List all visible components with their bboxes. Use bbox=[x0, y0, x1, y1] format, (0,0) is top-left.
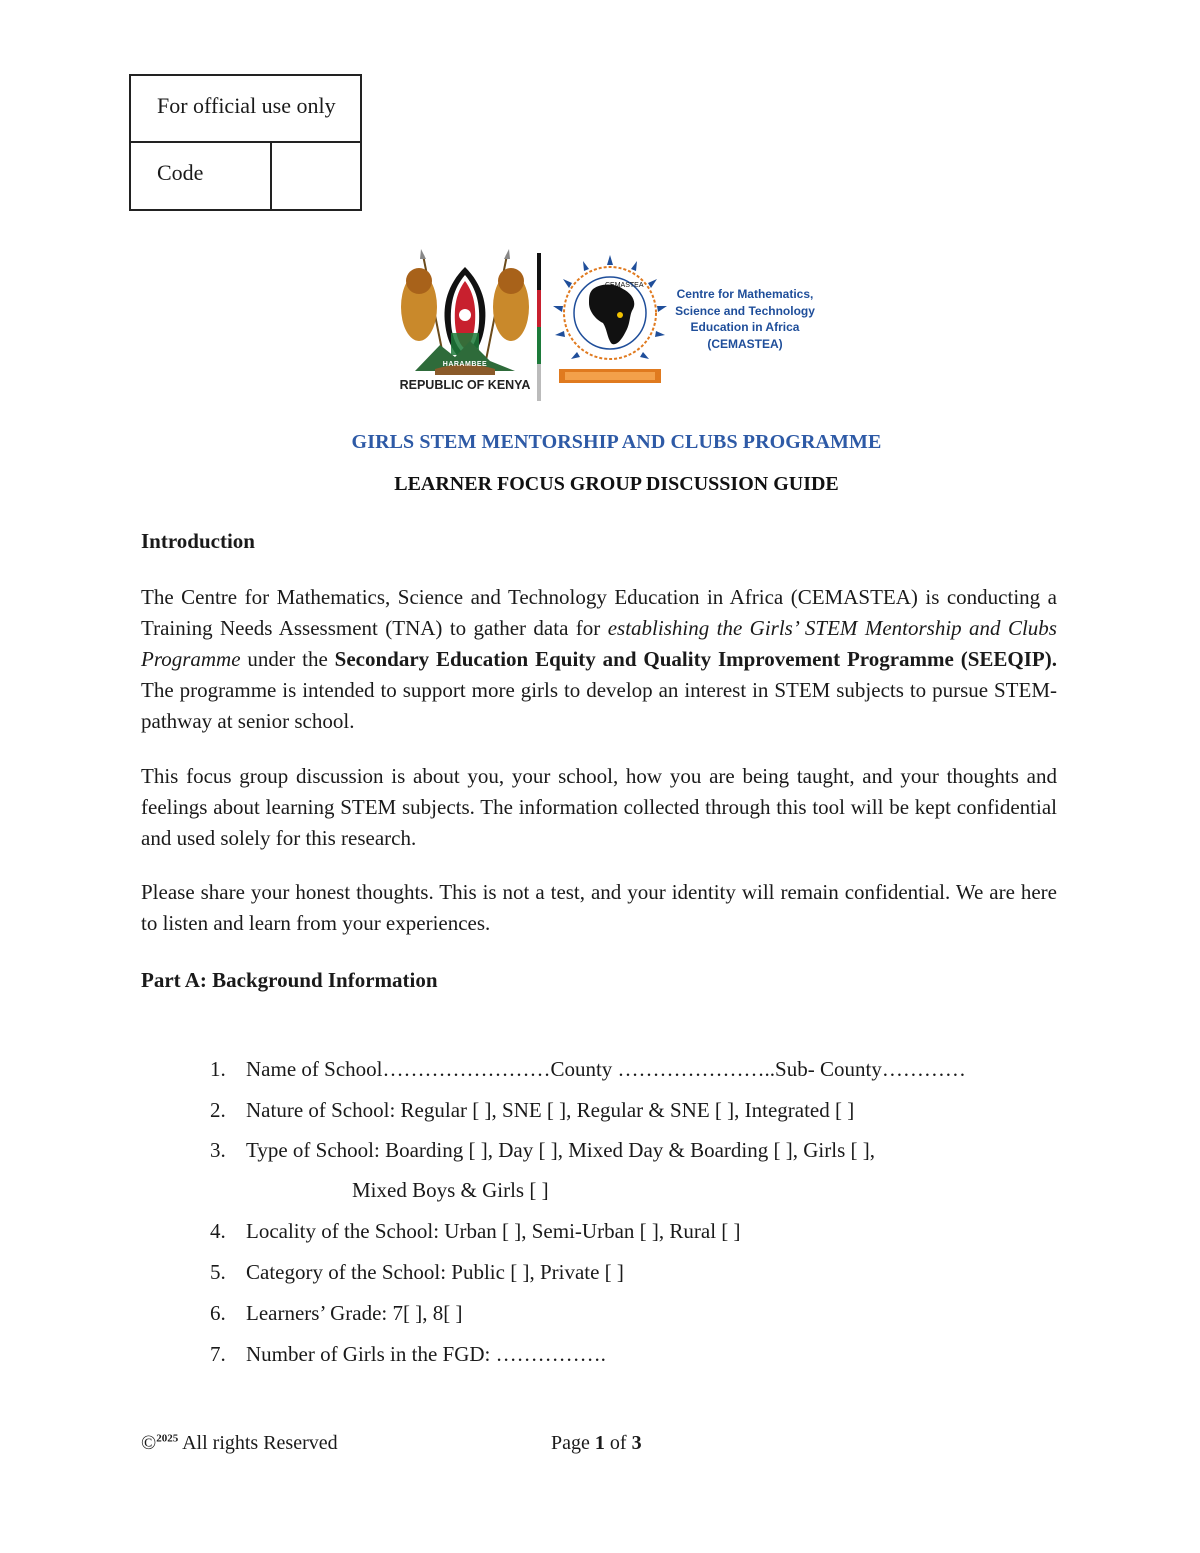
page-label: Page bbox=[551, 1432, 595, 1454]
guide-title: LEARNER FOCUS GROUP DISCUSSION GUIDE bbox=[394, 473, 839, 495]
footer-page-number bbox=[551, 1432, 642, 1455]
code-label-cell bbox=[131, 143, 272, 209]
intro-paragraph-2: This focus group discussion is about you, your school, how you are being taught, and your thoughts and feelings about learning STEM subjects. The information collected through this tool will be kept confidential and used solely for this research. bbox=[141, 764, 1057, 850]
intro-paragraph-1 bbox=[141, 582, 1057, 737]
kenya-motto: HARAMBEE bbox=[442, 361, 488, 368]
intro-p1-text-a: The Centre for Mathematics, Science and Technology Education in Africa (CEMASTEA) is conducting a Training Needs Assessment (TNA) to gather data for bbox=[141, 585, 1057, 640]
header-logos bbox=[395, 245, 825, 403]
official-use-label: For official use only bbox=[157, 93, 336, 118]
list-item-text[interactable]: Name of School……………………County …………………..Sub- County………… bbox=[246, 1057, 966, 1081]
rights-text: All rights Reserved bbox=[178, 1432, 338, 1454]
cemastea-name-line-4: (CEMASTEA) bbox=[707, 336, 783, 351]
list-item-text[interactable]: Locality of the School: Urban [ ], Semi-Urban [ ], Rural [ ] bbox=[246, 1219, 741, 1243]
code-value-cell[interactable] bbox=[272, 143, 360, 209]
page-of-label: of bbox=[604, 1432, 632, 1454]
intro-p1-bold: Secondary Education Equity and Quality Improvement Programme (SEEQIP). bbox=[334, 647, 1057, 671]
part-a-heading: Part A: Background Information bbox=[141, 968, 438, 992]
cemastea-seal-text: CEMASTEA bbox=[605, 282, 644, 289]
official-use-box bbox=[129, 74, 362, 211]
list-item-text[interactable]: Type of School: Boarding [ ], Day [ ], Mixed Day & Boarding [ ], Girls [ ], bbox=[246, 1138, 875, 1162]
list-item-number: 6. bbox=[210, 1301, 226, 1325]
official-use-header-cell bbox=[131, 76, 360, 143]
list-item-text[interactable]: Number of Girls in the FGD: ……………. bbox=[246, 1342, 606, 1366]
intro-paragraph-3: Please share your honest thoughts. This is not a test, and your identity will remain confidential. We are here to listen and learn from your experiences. bbox=[141, 880, 1057, 935]
intro-p1-italic: establishing the Girls’ STEM Mentorship and Clubs Programme bbox=[141, 616, 1057, 671]
list-item-number: 1. bbox=[210, 1057, 226, 1081]
list-item-text[interactable]: Learners’ Grade: 7[ ], 8[ ] bbox=[246, 1301, 463, 1325]
cemastea-name-line-2: Science and Technology bbox=[675, 303, 815, 318]
kenya-caption: REPUBLIC OF KENYA bbox=[399, 378, 531, 392]
list-item-number: 5. bbox=[210, 1260, 226, 1284]
code-row bbox=[131, 143, 360, 209]
flag-divider-icon bbox=[537, 253, 541, 401]
list-item-number: 4. bbox=[210, 1219, 226, 1243]
intro-p1-text-b: under the bbox=[240, 647, 335, 671]
cemastea-seal-icon bbox=[545, 251, 675, 397]
cemastea-name-line-3: Education in Africa bbox=[690, 320, 800, 334]
introduction-heading: Introduction bbox=[141, 529, 255, 553]
list-item-number: 3. bbox=[210, 1138, 226, 1162]
list-item-number: 2. bbox=[210, 1098, 226, 1122]
cemastea-name bbox=[665, 286, 825, 352]
list-item-number: 7. bbox=[210, 1342, 226, 1366]
page-current: 1 bbox=[594, 1432, 605, 1454]
code-label: Code bbox=[157, 160, 204, 185]
intro-p1-text-c: The programme is intended to support more girls to develop an interest in STEM subjects to pursue STEM-pathway at senior school. bbox=[141, 678, 1057, 733]
programme-title: GIRLS STEM MENTORSHIP AND CLUBS PROGRAMME bbox=[351, 431, 882, 453]
copyright-icon: © bbox=[141, 1432, 157, 1454]
list-item-text[interactable]: Category of the School: Public [ ], Private [ ] bbox=[246, 1260, 624, 1284]
cemastea-name-line-1: Centre for Mathematics, bbox=[676, 287, 814, 301]
list-item-text[interactable]: Mixed Boys & Girls [ ] bbox=[352, 1178, 549, 1202]
list-item-text[interactable]: Nature of School: Regular [ ], SNE [ ], Regular & SNE [ ], Integrated [ ] bbox=[246, 1098, 855, 1122]
copyright-year: 2025 bbox=[156, 1432, 179, 1445]
footer-copyright bbox=[141, 1432, 338, 1455]
page-total: 3 bbox=[631, 1432, 642, 1454]
